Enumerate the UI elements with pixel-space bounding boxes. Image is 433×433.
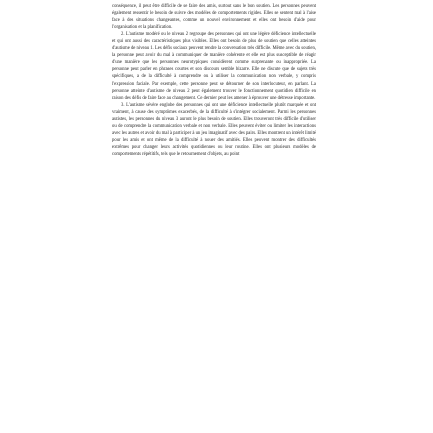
paragraph-autism-level-2: 2. L'autisme modéré ou le niveau 2 regroupe des personnes qui ont une légère déficience intellectuelle et qui ont aussi des caractéristiques plus visibles. Elles ont besoin de plus de soutien que celles atteintes d'autisme de niveau 1. Les défis sociaux peuvent rendre la conversation très difficile. Même avec du soutien, la personne peut avoir du mal à communiquer de manière cohérente et elle est plus susceptible de réagir d'une manière que les personnes neurotypiques considèrent comme surprenante ou inappropriée. La personne peut parler en phrases courtes et son discours semble bizarre. Elle ne discute que de sujets très spécifiques, a de la difficulté à comprendre ou à utiliser la communication non verbale, y compris l'expression faciale. Par exemple, cette personne peut se détourner de son interlocuteur, en parlant. La personne atteinte d'autisme de niveau 2 peut également trouver le fonctionnement quotidien difficile en raison des défis de faire face au changement. Ce dernier peut les amener à éprouver une détresse importante.	[112, 32, 316, 101]
paragraph-autism-level-3: 3. L'autisme sévère englobe des personnes qui ont une déficience intellectuelle plutôt marquée et ont vraiment, à cause des symptômes exacerbés, de la difficulté à s'intégrer socialement. Parmi les personnes autistes, les personnes du niveau 3 auront le plus besoin de soutien. Elles trouveront très difficile d'utiliser ou de comprendre la communication verbale et non verbale. Elles peuvent éviter ou limiter les interactions avec les autres et avoir du mal à participer à un jeu imaginatif avec des pairs. Elles montrent un intérêt limité pour les amis et ont même de la difficulté à nouer des amitiés. Elles peuvent montrer des difficultés extrêmes pour changer leurs activités quotidiennes ou leur routine. Elles ont plusieurs modèles de comportements répétitifs, tels que le retournement d'objets, au point	[112, 102, 316, 157]
text-column	[112, 3, 316, 158]
paragraph-continuation: conséquence, il peut être difficile de se faire des amis, surtout sans le bon soutien. Les personnes peuvent également ressentir le besoin de suivre des modèles de comportements rigides. Elles se sentent mal à l'aise face à des situations changeantes, comme un nouvel environnement et elles ont besoin d'aide pour l'organisation et la planification.	[112, 4, 316, 31]
